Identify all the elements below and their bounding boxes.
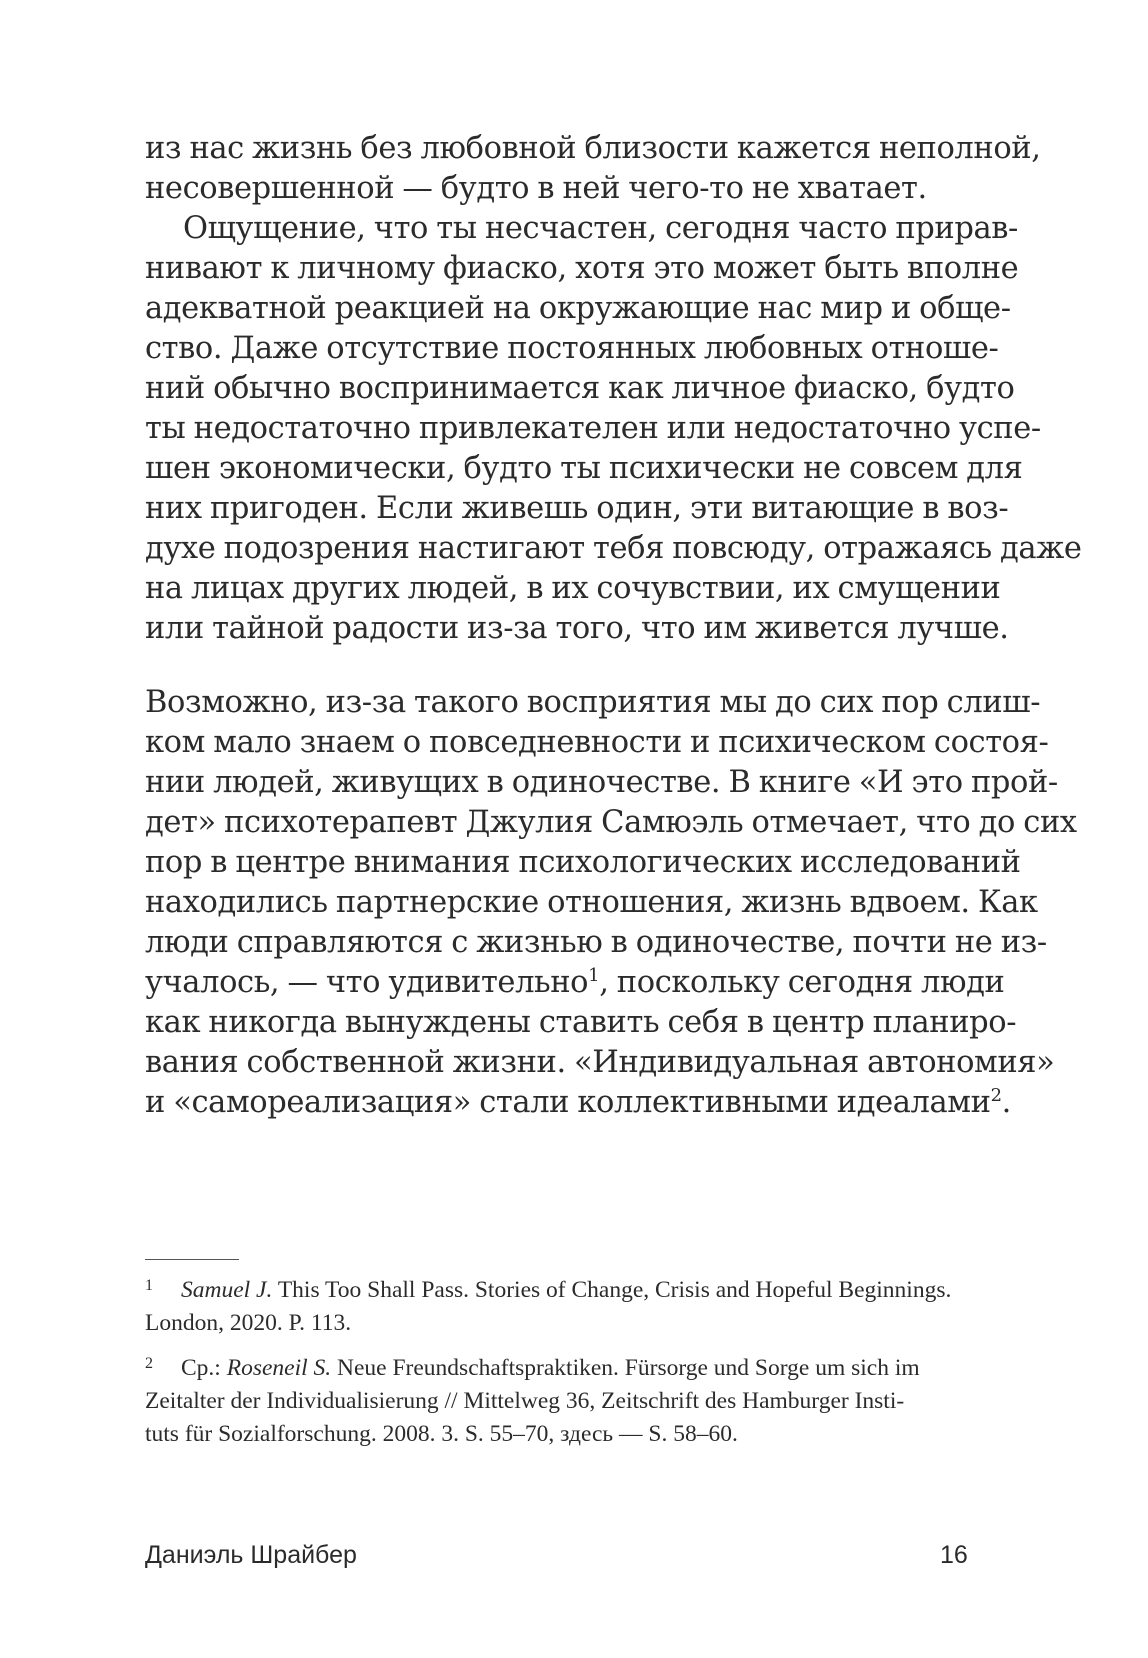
footnote-text: This Too Shall Pass. Stories of Change, Crisis and Hopeful Beginnings.	[272, 1277, 952, 1303]
text-line: люди справляются с жизнью в одиночестве, почти не из-	[145, 925, 1047, 960]
text-line: или тайной радости из-за того, что им живется лучше.	[145, 611, 1009, 646]
footnote-separator	[145, 1259, 239, 1260]
text-line: них пригоден. Если живешь один, эти витающие в воз-	[145, 491, 1009, 526]
text-line	[145, 1085, 1011, 1120]
footnote-author: Roseneil S.	[226, 1355, 332, 1381]
text-line: нивают к личному фиаско, хотя это может быть вполне	[145, 251, 1019, 286]
text-line: Ощущение, что ты несчастен, сегодня часто прирав-	[183, 211, 1018, 246]
footnote-ref-1[interactable]: 1	[588, 965, 600, 986]
page-number: 16	[940, 1541, 968, 1569]
text-line: ты недостаточно привлекателен или недостаточно успе-	[145, 411, 1041, 446]
footnote-author: Samuel J.	[181, 1277, 273, 1303]
footnote-line: tuts für Sozialforschung. 2008. 3. S. 55–70, здесь — S. 58–60.	[145, 1421, 738, 1447]
footnote-line	[181, 1355, 971, 1382]
footnote-text: Neue Freundschaftspraktiken. Fürsorge und Sorge um sich im	[331, 1355, 920, 1381]
text-line: ство. Даже отсутствие постоянных любовных отноше-	[145, 331, 999, 366]
text-fragment: учалось, — что удивительно	[145, 965, 589, 1000]
running-footer-author: Даниэль Шрайбер	[145, 1541, 357, 1569]
text-line: дет» психотерапевт Джулия Самюэль отмечает, что до сих	[145, 805, 1077, 840]
text-fragment: .	[1001, 1085, 1011, 1120]
text-line: адекватной реакцией на окружающие нас мир и обще-	[145, 291, 1011, 326]
text-line: пор в центре внимания психологических исследований	[145, 845, 1021, 880]
footnote-mark: 1	[145, 1277, 153, 1294]
text-line: вания собственной жизни. «Индивидуальная автономия»	[145, 1045, 1055, 1080]
text-line: находились партнерские отношения, жизнь вдвоем. Как	[145, 885, 1038, 920]
text-line: ком мало знаем о повседневности и психическом состоя-	[145, 725, 1049, 760]
text-line: на лицах других людей, в их сочувствии, их смущении	[145, 571, 1001, 606]
text-line: нии людей, живущих в одиночестве. В книге «И это прой-	[145, 765, 1058, 800]
text-line: из нас жизнь без любовной близости кажется неполной,	[145, 131, 1041, 166]
text-line: ний обычно воспринимается как личное фиаско, будто	[145, 371, 1015, 406]
text-line: как никогда вынуждены ставить себя в центр планиро-	[145, 1005, 1017, 1040]
footnote-line	[181, 1277, 971, 1304]
text-fragment: и «самореализация» стали коллективными идеалами	[145, 1085, 991, 1120]
footnote-prefix: Ср.:	[181, 1355, 227, 1381]
footnote-ref-2[interactable]: 2	[990, 1085, 1002, 1106]
text-line: несовершенной — будто в ней чего-то не хватает.	[145, 171, 927, 206]
text-line: Возможно, из-за такого восприятия мы до сих пор слиш-	[145, 685, 1041, 720]
footnote-mark: 2	[145, 1355, 153, 1372]
text-line	[145, 965, 1005, 1000]
footnote-line: London, 2020. P. 113.	[145, 1310, 352, 1336]
footnote-line: Zeitalter der Individualisierung // Mittelweg 36, Zeitschrift des Hamburger Insti-	[145, 1388, 905, 1414]
text-line: духе подозрения настигают тебя повсюду, отражаясь даже	[145, 531, 1082, 566]
text-line: шен экономически, будто ты психически не совсем для	[145, 451, 1023, 486]
text-fragment: , поскольку сегодня люди	[599, 965, 1005, 1000]
